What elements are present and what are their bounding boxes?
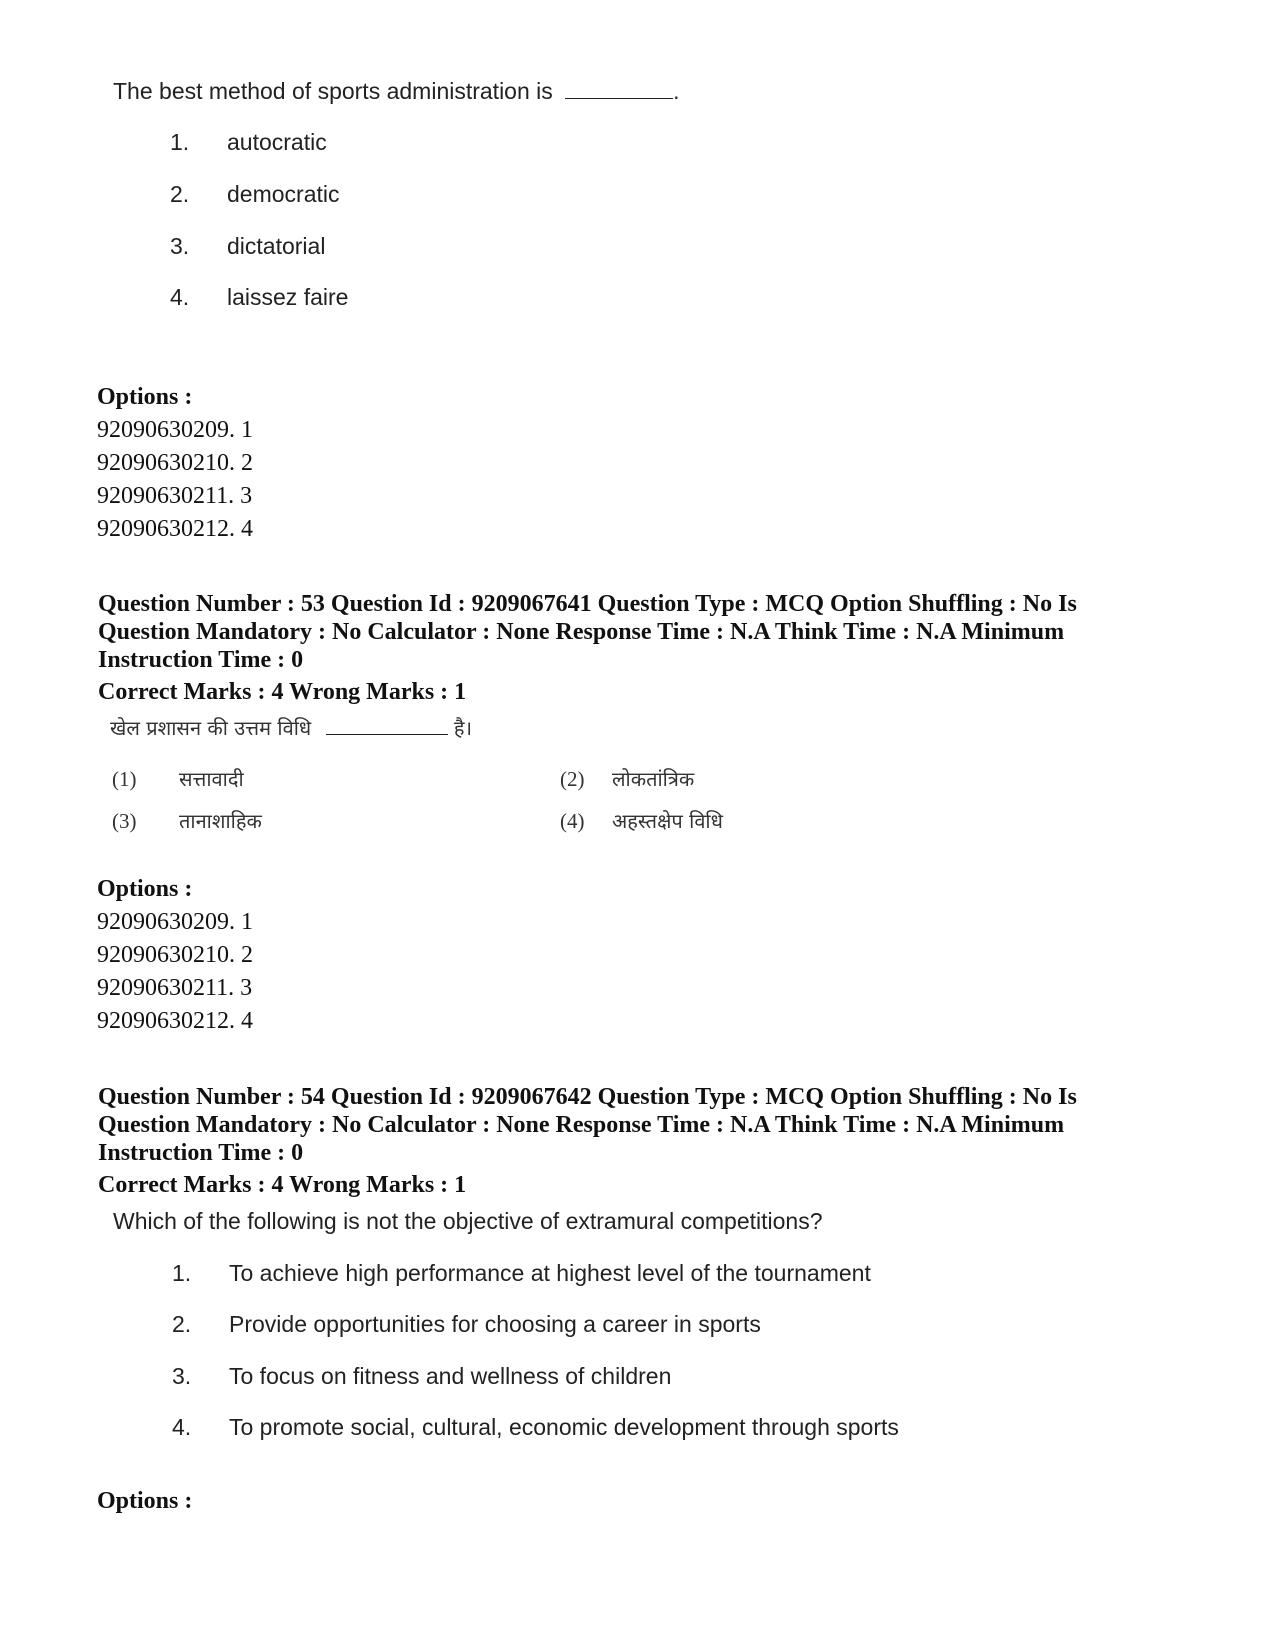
- choice-text: dictatorial: [227, 233, 326, 259]
- option-id: 92090630211. 3: [97, 483, 253, 509]
- options-heading: Options :: [97, 876, 193, 902]
- question-54-meta: [98, 1083, 1178, 1199]
- hindi-question-stem: खेल प्रशासन की उत्तम विधि: [110, 716, 312, 740]
- choice-number: 3.: [172, 1363, 192, 1389]
- choice-number: 2.: [170, 181, 190, 207]
- question-meta-line: Question Number : 54 Question Id : 9209067642 Question Type : MCQ Option Shuffling : No Is: [98, 1084, 1077, 1110]
- question-meta-line: Instruction Time : 0: [98, 1140, 304, 1166]
- answer-blank: [326, 734, 448, 735]
- option-id: 92090630212. 4: [97, 516, 253, 542]
- question-52-stem: The best method of sports administration is: [113, 78, 553, 104]
- question-52-text: [113, 78, 680, 105]
- options-heading: Options :: [97, 1488, 193, 1514]
- choice-number: 4.: [172, 1414, 192, 1440]
- option-id: 92090630210. 2: [97, 942, 253, 968]
- choice-number: 3.: [170, 233, 190, 259]
- choice-text: democratic: [227, 181, 340, 207]
- choice-number: (4): [560, 809, 585, 833]
- choice-text: To promote social, cultural, economic development through sports: [229, 1414, 899, 1440]
- hindi-question-suffix: है।: [453, 716, 473, 740]
- choice-text: सत्तावादी: [179, 767, 244, 791]
- choice-text: Provide opportunities for choosing a career in sports: [229, 1311, 761, 1337]
- question-meta-line: Question Number : 53 Question Id : 9209067641 Question Type : MCQ Option Shuffling : No Is: [98, 591, 1077, 617]
- choice-text: laissez faire: [227, 284, 349, 310]
- choice-number: (2): [560, 767, 585, 791]
- choice-text: autocratic: [227, 129, 327, 155]
- option-id: 92090630211. 3: [97, 975, 253, 1001]
- choice-number: 1.: [170, 129, 190, 155]
- question-meta-line: Question Mandatory : No Calculator : None Response Time : N.A Think Time : N.A Minimum: [98, 619, 1065, 645]
- question-54-text: Which of the following is not the objective of extramural competitions?: [113, 1208, 823, 1234]
- answer-blank: [565, 98, 673, 99]
- choice-number: (3): [112, 809, 137, 833]
- option-id: 92090630209. 1: [97, 417, 253, 443]
- choice-number: (1): [112, 767, 137, 791]
- option-id: 92090630209. 1: [97, 909, 253, 935]
- question-53-hindi-text: [110, 714, 472, 741]
- question-53-meta: [98, 590, 1178, 706]
- question-marks: Correct Marks : 4 Wrong Marks : 1: [98, 679, 467, 705]
- choice-text: अहस्तक्षेप विधि: [612, 809, 723, 833]
- question-52-suffix: .: [673, 78, 680, 104]
- options-heading: Options :: [97, 384, 193, 410]
- option-id: 92090630210. 2: [97, 450, 253, 476]
- choice-number: 4.: [170, 284, 190, 310]
- choice-text: To focus on fitness and wellness of children: [229, 1363, 672, 1389]
- choice-number: 1.: [172, 1260, 192, 1286]
- choice-number: 2.: [172, 1311, 192, 1337]
- choice-text: To achieve high performance at highest level of the tournament: [229, 1260, 871, 1286]
- question-meta-line: Question Mandatory : No Calculator : None Response Time : N.A Think Time : N.A Minimum: [98, 1112, 1065, 1138]
- option-id: 92090630212. 4: [97, 1008, 253, 1034]
- question-marks: Correct Marks : 4 Wrong Marks : 1: [98, 1172, 467, 1198]
- choice-text: तानाशाहिक: [179, 809, 262, 833]
- question-meta-line: Instruction Time : 0: [98, 647, 304, 673]
- choice-text: लोकतांत्रिक: [612, 767, 695, 791]
